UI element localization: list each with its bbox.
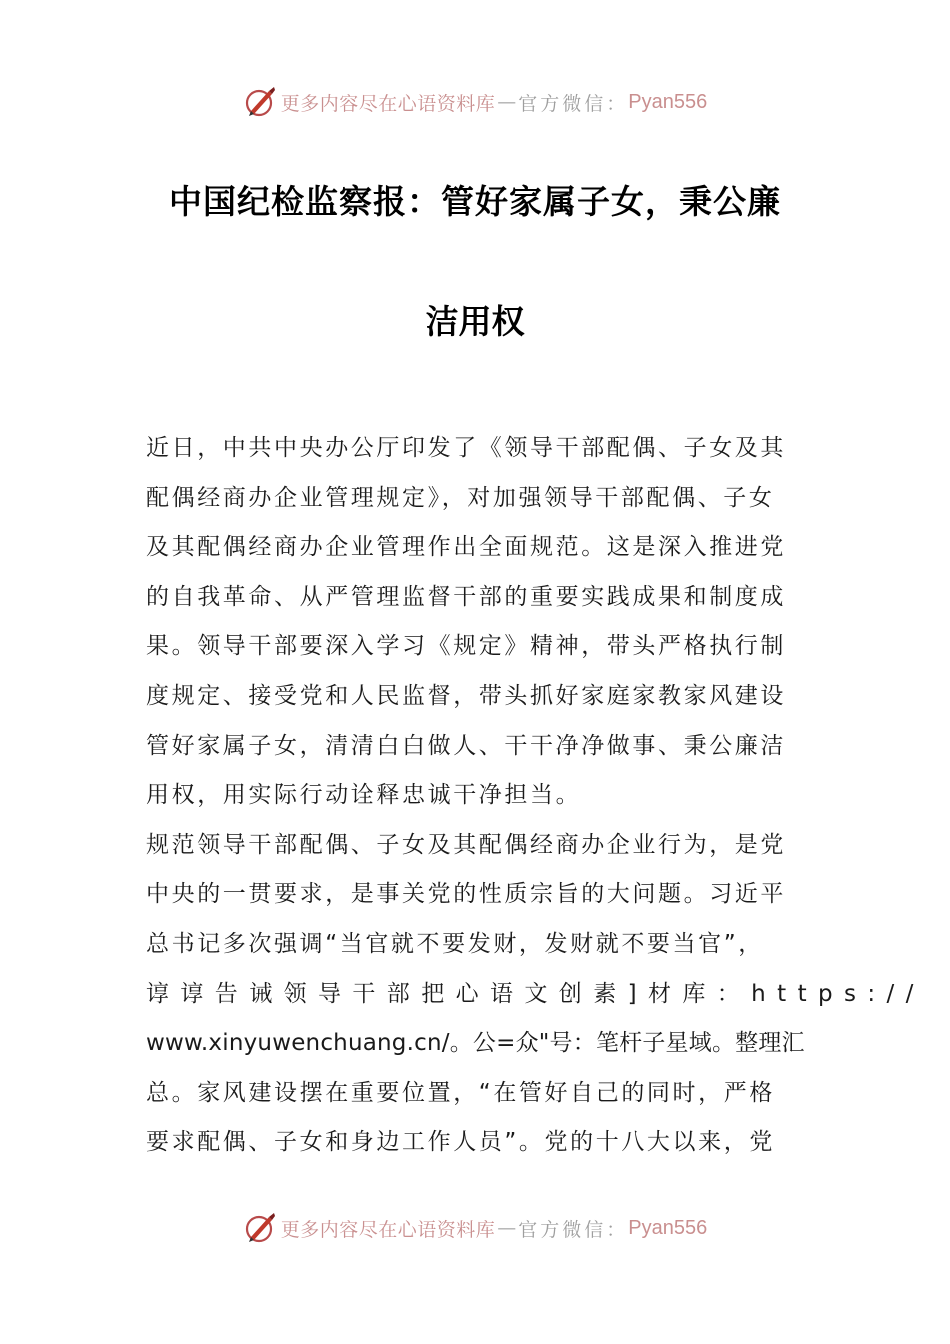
banner-dash: — (497, 1217, 517, 1239)
body-line: 的自我革命、从严管理监督干部的重要实践成果和制度成 (146, 583, 786, 610)
body-line: 管好家属子女，清清白白做人、干干净净做事、秉公廉洁 (146, 732, 786, 759)
body-line: 规范领导干部配偶、子女及其配偶经商办企业行为，是党 (146, 831, 786, 858)
pen-circle-icon (243, 85, 277, 119)
banner-official-label: 官方微信： (518, 92, 629, 115)
body-line: 要求配偶、子女和身边工作人员”。党的十八大以来，党 (146, 1129, 775, 1156)
body-line: 中央的一贯要求，是事关党的性质宗旨的大问题。习近平 (146, 881, 786, 908)
body-line: 度规定、接受党和人民监督，带头抓好家庭家教家风建设 (146, 682, 786, 709)
footer-banner (0, 1208, 950, 1248)
article-body (146, 424, 925, 1168)
body-line: 总。家风建设摆在重要位置，“在管好自己的同时，严格 (146, 1079, 775, 1106)
banner-slogan: 更多内容尽在心语资料库 (280, 92, 496, 115)
body-line: 配偶经商办企业管理规定》，对加强领导干部配偶、子女 (146, 484, 775, 511)
body-line: www.xinyuwenchuang.cn/。公=众"号：笔杆子星域。整理汇 (146, 1030, 805, 1057)
banner-wechat-id: Pyan556 (628, 1216, 708, 1239)
body-line: 谆谆告诫领导干部把心语文创素]材库：https:// (146, 980, 925, 1007)
body-line: 果。领导干部要深入学习《规定》精神，带头严格执行制 (146, 633, 786, 660)
body-line: 及其配偶经商办企业管理作出全面规范。这是深入推进党 (146, 534, 786, 561)
article-title-line-1: 中国纪检监察报：管好家属子女，秉公廉 (169, 182, 781, 221)
body-line: 用权，用实际行动诠释忠诚干净担当。 (146, 782, 582, 809)
banner-dash: — (497, 91, 517, 113)
pen-circle-icon (243, 1211, 277, 1245)
body-line: 总书记多次强调“当官就不要发财，发财就不要当官”， (146, 930, 764, 957)
banner-slogan: 更多内容尽在心语资料库 (280, 1218, 496, 1241)
header-banner (0, 82, 950, 122)
banner-official-label: 官方微信： (518, 1218, 629, 1241)
banner-wechat-id: Pyan556 (628, 90, 708, 113)
body-line: 近日，中共中央办公厅印发了《领导干部配偶、子女及其 (146, 435, 786, 461)
article-title-line-2: 洁用权 (425, 302, 525, 341)
